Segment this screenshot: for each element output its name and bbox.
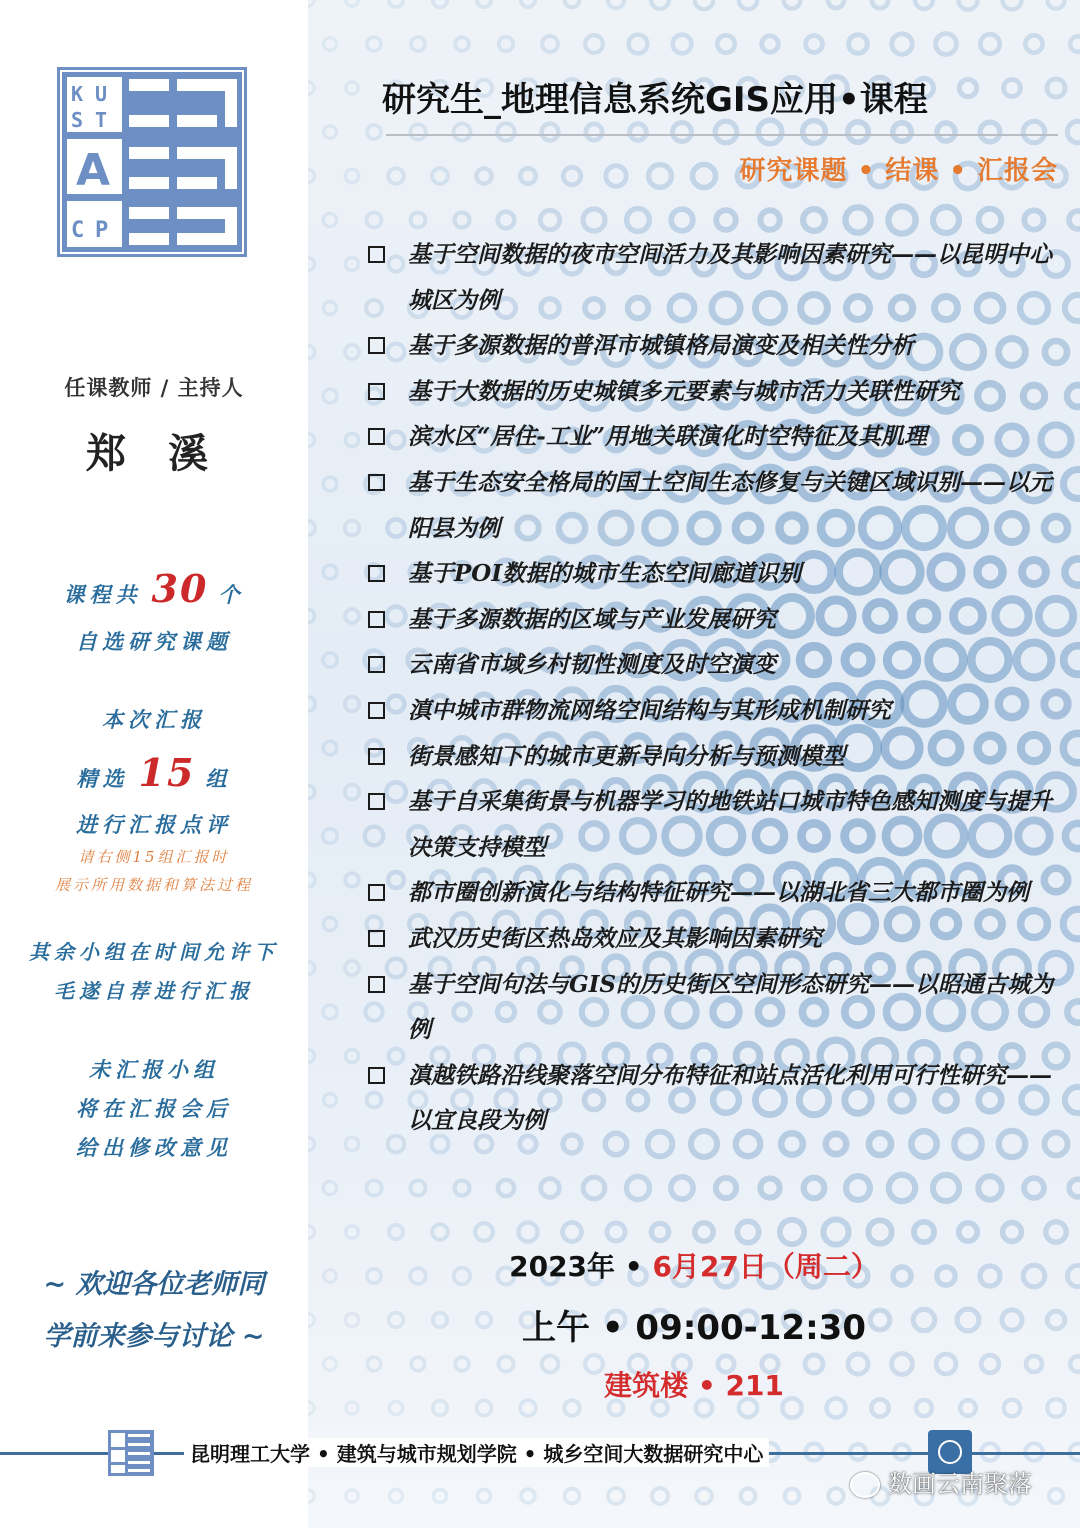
bubble [308,258,314,271]
bubble [1067,385,1080,407]
topic-text: 武汉历史街区热岛效应及其影响因素研究 [408,924,822,952]
bubble [1003,0,1022,9]
bubble [323,477,337,491]
bubble [308,873,315,887]
bubble [308,697,315,711]
bubble [455,1181,470,1196]
bubble [914,1222,934,1242]
bubble [671,209,693,231]
bubble [608,1488,624,1504]
bubble [585,35,603,53]
bubble [366,1180,381,1195]
bubble [1024,1178,1044,1198]
bubble [1065,559,1080,585]
bubble [889,1175,915,1201]
bubble [308,345,315,359]
bubble [477,0,491,7]
bubble [845,207,870,232]
bubble [936,34,957,55]
bubble [1023,121,1044,142]
bubble [739,0,757,9]
topic-item [366,642,1056,688]
welcome-line-1: ~ 欢迎各位老师同 [43,1269,265,1300]
bubble [606,166,626,186]
bubble [388,168,404,184]
bubble [717,35,734,52]
bubble [583,209,605,231]
bubble [540,210,559,229]
bubble [888,206,915,233]
topic-item [366,688,1056,734]
topic-text: 滨水区“居住-工业”用地关联演化时空特征及其肌理 [408,423,928,451]
checkbox-icon [368,976,385,993]
bubble [762,36,778,52]
selected-count [0,750,308,795]
bubble [389,1225,403,1239]
bubble [367,37,381,51]
course-count-suffix: 个 [218,582,245,607]
bubble [499,37,513,51]
event-date [308,1245,1080,1285]
bubble [760,1178,779,1197]
topic-text: 基于POI数据的城市生态空间廊道识别 [408,560,802,588]
bubble [696,1488,712,1504]
topic-item [366,779,1056,870]
bubble [804,1178,825,1199]
bubble [323,213,336,226]
topic-item [366,597,1056,643]
bubble [1069,211,1080,229]
bubble [541,1179,560,1198]
checkbox-icon [368,656,385,673]
bubble [695,1223,713,1241]
bubble [498,212,515,229]
bubble [345,169,359,183]
course-count-prefix: 课程共 [63,582,142,607]
bubble [323,653,337,667]
bubble [346,1226,359,1239]
bubble [308,1049,315,1062]
topic-text: 滇越铁路沿线聚落空间分布特征和站点活化利用可行性研究——以宜良段为例 [408,1061,1052,1135]
topic-text: 基于空间数据的夜市空间活力及其影响因素研究——以昆明中心城区为例 [408,241,1052,314]
bubble [629,35,648,54]
bubble [455,37,469,51]
bubble [521,1489,535,1503]
checkbox-icon [368,383,385,400]
bubble [1064,470,1080,499]
bubble [454,124,471,141]
event-year: 2023年 • [509,1250,643,1283]
bubble [673,123,692,142]
bubble [521,0,535,7]
topic-item [366,916,1056,962]
topic-item [366,870,1056,916]
logo-letter-k: K [71,82,84,106]
bubble [715,121,737,143]
topic-text: 基于生态安全格局的国土空间生态修复与关键区域识别——以元阳县为例 [408,468,1052,542]
bubble [308,961,315,974]
bubble [673,35,692,54]
topic-text: 都市圈创新演化与结构特征研究——以湖北省三大都市圈为例 [408,879,1029,907]
bubble [780,1220,804,1244]
topic-item [366,232,1056,323]
bubble [716,210,736,230]
bubble [455,213,470,228]
topic-text: 街景感知下的城市更新导向分析与预测模型 [408,742,845,770]
bubble [652,1488,668,1504]
bubble [1069,1179,1080,1197]
bubble [542,124,559,141]
checkbox-icon [368,474,385,491]
topic-list [366,232,1056,1144]
bubble [933,1175,959,1201]
bubble [1003,1223,1022,1242]
unreported-line-2: 将在汇报会后 [76,1096,232,1121]
bubble [1065,823,1080,848]
bubble [308,82,314,95]
bubble [737,1221,758,1242]
topic-item [366,323,1056,369]
bubble [411,213,426,228]
bubble [345,961,359,975]
event-day: 6月27日（周二） [652,1250,879,1283]
bubble [980,122,1000,142]
bubble [1070,36,1080,52]
bubble [565,0,580,7]
bubble [432,168,448,184]
bubble [671,1177,693,1199]
bubble [308,170,315,183]
footer-organization: 昆明理工大学 • 建筑与城市规划学院 • 城乡空间大数据研究中心 [184,1438,769,1467]
bubble [345,609,359,623]
bubble [367,125,381,139]
page-title: 研究生_地理信息系统GIS应用•课程 [382,80,928,120]
bubble [323,389,337,403]
event-venue: 建筑楼 • 211 [604,1369,784,1402]
bubble [476,168,491,183]
bubble [389,0,403,7]
bubble [803,121,826,144]
bubble [1024,210,1043,229]
bubble [345,433,358,446]
bubble [915,0,933,9]
bubble [979,209,1002,232]
topic-item [366,369,1056,415]
bubble [367,213,382,228]
bubble [1067,1001,1080,1022]
bubble [346,1490,359,1503]
bubble [892,34,912,54]
bubble [308,521,315,535]
bubble [760,210,779,229]
bubble [477,1489,490,1502]
bubble [651,1223,668,1240]
bubble [345,345,359,359]
bubble [978,1176,1001,1199]
small-logo-icon [108,1430,154,1476]
bubble [323,1181,336,1194]
topic-text: 基于自采集街景与机器学习的地铁站口城市特色感知测度与提升决策支持模型 [408,788,1052,861]
topic-text: 基于空间句法与GIS的历史街区空间形态研究——以昭通古城为例 [408,970,1054,1044]
host-name: 郑 溪 [86,430,222,477]
checkbox-icon [368,702,385,719]
bubble [323,829,337,843]
bubble [324,302,337,315]
bubble [497,123,514,140]
selected-suffix: 组 [205,766,232,791]
bubble [846,1176,870,1200]
bubble [1063,733,1080,762]
bubble [1065,295,1080,321]
logo-letter-t: T [95,108,108,132]
bubble [432,1224,448,1240]
bubble [586,124,602,140]
topic-label: 自选研究课题 [76,629,232,654]
bubble [345,873,359,887]
bubble [849,35,868,54]
wechat-icon [850,1472,880,1498]
bubble [389,1489,402,1502]
others-line-1: 其余小组在时间允许下 [29,940,279,964]
page-subtitle: 研究课题 • 结课 • 汇报会 [739,156,1058,186]
topic-text: 基于大数据的历史城镇多元要素与城市活力关联性研究 [408,377,960,405]
bubble [433,0,447,7]
bubble [1046,1222,1066,1242]
bubble [324,38,337,51]
bubble [828,1488,843,1503]
bubble [959,0,978,10]
logo-letter-a: A [76,145,111,196]
bubble [1063,909,1080,939]
logo-letter-c: C [71,218,85,243]
bubble [1047,0,1064,9]
bubble [959,1223,977,1241]
bubble [308,1137,315,1150]
bubble [933,207,959,233]
bubble [346,82,359,95]
topic-item [366,460,1056,551]
note-line-2: 展示所用数据和算法过程 [54,876,253,894]
unreported-line-3: 给出修改意见 [76,1135,232,1160]
checkbox-icon [368,246,385,263]
bubble [308,1226,314,1239]
bubble [1047,79,1065,97]
topic-item [366,551,1056,597]
bubble [758,120,781,143]
bubble [848,122,868,142]
event-time: 上午 • 09:00-12:30 [522,1308,866,1348]
bubble [345,1049,358,1062]
sidebar [0,0,308,1528]
topic-text: 基于多源数据的普洱市城镇格局演变及相关性分析 [408,332,914,360]
topic-item [366,962,1056,1053]
bubble [308,609,315,622]
host-label: 任课教师 / 主持人 [64,375,244,400]
note-line-1: 请右侧15组汇报时 [78,848,230,866]
bubble [937,123,955,141]
bubble [1065,1087,1080,1113]
bubble [565,1489,580,1504]
bubble [785,1489,800,1504]
bubble [893,123,911,141]
bubble [411,37,425,51]
bubble [323,565,337,579]
checkbox-icon [368,428,385,445]
review-label: 进行汇报点评 [76,812,232,837]
bubble [346,258,359,271]
bubble [651,0,669,9]
bubble [693,165,716,188]
bubble [498,1180,514,1196]
topic-text: 滇中城市群物流网络空间结构与其形成机制研究 [408,696,891,724]
bubble [872,0,888,8]
checkbox-icon [368,611,385,628]
bubble [583,1177,605,1199]
university-logo [57,67,247,257]
bubble [323,1005,337,1019]
bubble [345,697,359,711]
bubble [308,1490,314,1502]
bubble [741,1489,756,1504]
bubble [411,1181,426,1196]
topic-text: 基于多源数据的区域与产业发展研究 [408,605,776,633]
bubble [1064,646,1080,675]
bubble [345,521,360,536]
bubble [1025,35,1042,52]
bubble [630,124,647,141]
watermark-text: 数画云南聚落 [888,1470,1032,1498]
checkbox-icon [368,1067,385,1084]
bubble [542,36,558,52]
bubble [649,165,672,188]
bubble [519,1223,538,1242]
logo-letter-p: P [95,218,109,243]
title-divider [386,134,1058,136]
watermark [850,1464,1060,1500]
topic-item [366,734,1056,780]
bubble [695,0,714,9]
bubble [308,434,315,447]
bubble [308,0,314,6]
report-label: 本次汇报 [102,707,206,732]
bubble [410,124,425,139]
bubble [324,1094,337,1107]
bubble [345,1137,359,1151]
bubble [346,0,359,6]
bubble [323,741,337,755]
checkbox-icon [368,565,385,582]
bubble [627,1177,650,1200]
checkbox-icon [368,884,385,901]
bubble [823,1219,848,1244]
bubble [868,1220,891,1243]
bubble [607,1223,625,1241]
bubble [784,0,801,8]
topic-item [366,1053,1056,1144]
bubble [563,167,581,185]
bubble [716,1178,736,1198]
logo-letter-s: S [71,108,84,132]
selected-prefix: 精选 [76,766,129,791]
checkbox-icon [368,793,385,810]
bubble [520,168,536,184]
bubble [345,785,359,799]
bubble [563,1223,582,1242]
bubble [475,1223,493,1241]
others-line-2: 毛遂自荐进行汇报 [54,979,254,1003]
bubble [828,0,844,8]
bubble [434,1490,447,1503]
bubble [323,917,336,930]
bubble [308,785,315,798]
bubble [803,209,825,231]
course-count-number: 30 [151,566,209,611]
checkbox-icon [368,337,385,354]
bubble [324,126,337,139]
unreported-line-1: 未汇报小组 [89,1057,219,1082]
topic-item [366,414,1056,460]
bubble [806,36,823,53]
bubble [608,0,624,8]
course-count [0,566,308,611]
welcome-line-2: 学前来参与讨论 ~ [43,1321,265,1352]
bubble [980,34,999,53]
logo-letter-u: U [95,82,108,106]
selected-number: 15 [138,750,196,795]
bubble [627,209,650,232]
checkbox-icon [368,748,385,765]
bubble [1067,121,1080,142]
topic-text: 云南省市域乡村韧性测度及时空演变 [408,651,776,679]
checkbox-icon [368,930,385,947]
